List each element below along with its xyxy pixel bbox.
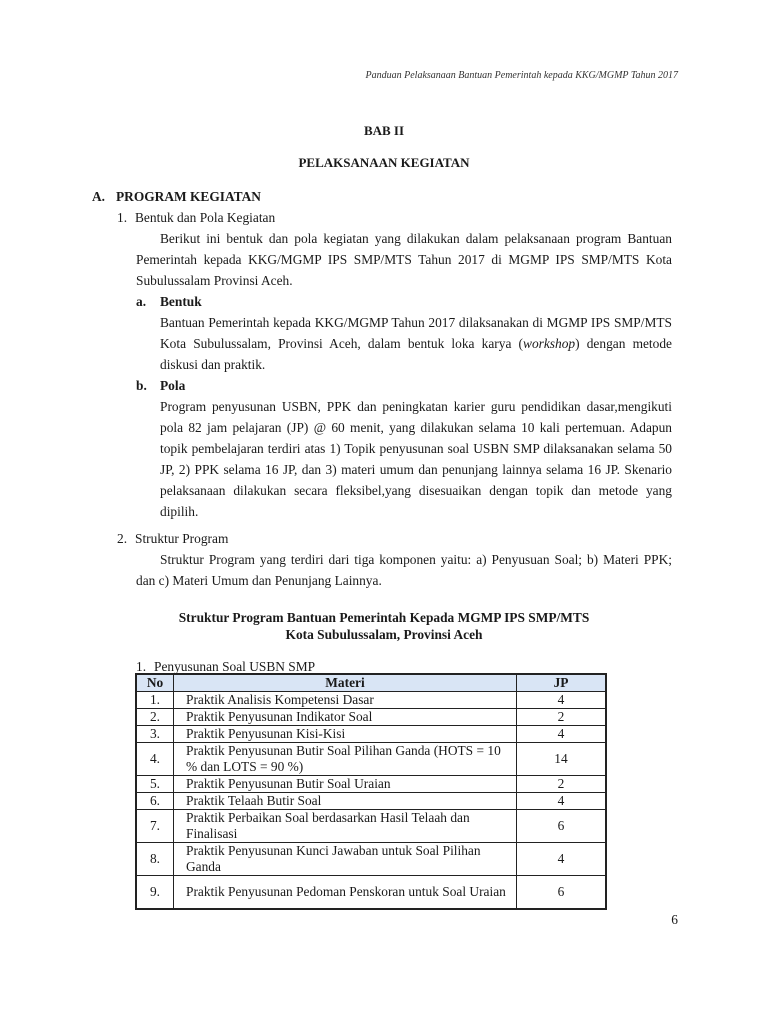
cell-jp: 6 bbox=[517, 810, 607, 843]
intro-text: Berikut ini bentuk dan pola kegiatan yang dilakukan dalam pelaksanaan program Bantuan Pemerintah kepada KKG/MGMP IPS SMP/MTS Tahun 2017 di MGMP IPS SMP/MTS Kota Subulussalam Provinsi Aceh. bbox=[136, 231, 672, 288]
cell-jp: 4 bbox=[517, 843, 607, 876]
cell-materi: Praktik Analisis Kompetensi Dasar bbox=[174, 692, 517, 709]
item-1-heading bbox=[117, 207, 275, 228]
cell-materi: Praktik Penyusunan Pedoman Penskoran untuk Soal Uraian bbox=[174, 876, 517, 910]
cell-jp: 2 bbox=[517, 709, 607, 726]
table-row bbox=[136, 709, 606, 726]
item-title: Bentuk dan Pola Kegiatan bbox=[135, 210, 276, 225]
bentuk-text-before: Bantuan Pemerintah kepada KKG/MGMP Tahun 2017 dilaksanakan di MGMP IPS SMP/MTS Kota Subulussalam, Provinsi Aceh, dalam bentuk loka karya ( bbox=[160, 315, 672, 351]
subheading-title: Bentuk bbox=[160, 294, 202, 309]
table-row bbox=[136, 726, 606, 743]
item-2-heading bbox=[117, 528, 228, 549]
section-title: PROGRAM KEGIATAN bbox=[116, 189, 261, 204]
item-number: 1. bbox=[117, 210, 128, 225]
cell-no: 4. bbox=[136, 743, 174, 776]
cell-materi: Praktik Penyusunan Kisi-Kisi bbox=[174, 726, 517, 743]
cell-no: 7. bbox=[136, 810, 174, 843]
table-row bbox=[136, 876, 606, 910]
chapter-title: PELAKSANAAN KEGIATAN bbox=[298, 155, 470, 170]
table-row bbox=[136, 692, 606, 709]
intro-paragraph bbox=[136, 228, 672, 291]
table-section-number: 1. bbox=[136, 659, 147, 674]
struktur-paragraph bbox=[136, 549, 672, 591]
materi-table bbox=[135, 673, 607, 910]
column-header-no: No bbox=[136, 674, 174, 692]
table-row bbox=[136, 843, 606, 876]
cell-materi: Praktik Penyusunan Kunci Jawaban untuk Soal Pilihan Ganda bbox=[174, 843, 517, 876]
cell-materi: Praktik Penyusunan Butir Soal Pilihan Ganda (HOTS = 10 % dan LOTS = 90 %) bbox=[174, 743, 517, 776]
cell-materi: Praktik Perbaikan Soal berdasarkan Hasil Telaah dan Finalisasi bbox=[174, 810, 517, 843]
table-row bbox=[136, 776, 606, 793]
table-section-title: Penyusunan Soal USBN SMP bbox=[154, 659, 316, 674]
bentuk-text-italic: workshop bbox=[523, 336, 576, 351]
subheading-label: b. bbox=[136, 378, 147, 393]
cell-jp: 6 bbox=[517, 876, 607, 910]
chapter-number: BAB II bbox=[363, 123, 405, 138]
table-caption bbox=[0, 609, 768, 643]
subheading-bentuk bbox=[136, 291, 202, 312]
subheading-pola bbox=[136, 375, 185, 396]
section-heading-a bbox=[92, 186, 261, 207]
cell-materi: Praktik Penyusunan Indikator Soal bbox=[174, 709, 517, 726]
table-row bbox=[136, 743, 606, 776]
cell-no: 1. bbox=[136, 692, 174, 709]
item-number: 2. bbox=[117, 531, 128, 546]
subheading-label: a. bbox=[136, 294, 147, 309]
cell-no: 8. bbox=[136, 843, 174, 876]
table-header-row bbox=[136, 674, 606, 692]
cell-jp: 4 bbox=[517, 692, 607, 709]
cell-jp: 4 bbox=[517, 793, 607, 810]
page-number: 6 bbox=[671, 912, 678, 927]
pola-paragraph: Program penyusunan USBN, PPK dan peningkatan karier guru pendidikan dasar,mengikuti pola 82 jam pelajaran (JP) @ 60 menit, yang dilakukan selama 10 kali pertemuan. Adapun topik pembelajaran terdiri atas 1) Topik penyusunan soal USBN SMP dilaksanakan selama 50 JP, 2) PPK selama 16 JP, dan 3) materi umum dan penunjang lainnya selama 16 JP. Skenario pelaksanaan dilakukan secara fleksibel,yang disesuaikan dengan topik dan metode yang dipilih. bbox=[160, 399, 672, 519]
cell-no: 6. bbox=[136, 793, 174, 810]
cell-jp: 4 bbox=[517, 726, 607, 743]
running-header: Panduan Pelaksanaan Bantuan Pemerintah kepada KKG/MGMP Tahun 2017 bbox=[365, 70, 678, 81]
cell-jp: 2 bbox=[517, 776, 607, 793]
section-label: A. bbox=[92, 189, 106, 204]
cell-no: 9. bbox=[136, 876, 174, 910]
cell-materi: Praktik Penyusunan Butir Soal Uraian bbox=[174, 776, 517, 793]
struktur-text: Struktur Program yang terdiri dari tiga komponen yaitu: a) Penyusuan Soal; b) Materi PPK; dan c) Materi Umum dan Penunjang Lainnya. bbox=[136, 552, 672, 588]
cell-no: 5. bbox=[136, 776, 174, 793]
cell-materi: Praktik Telaah Butir Soal bbox=[174, 793, 517, 810]
bentuk-text-after: ) dengan metode diskusi dan praktik. bbox=[160, 336, 672, 372]
subheading-title: Pola bbox=[160, 378, 186, 393]
bentuk-paragraph bbox=[160, 312, 672, 375]
table-row bbox=[136, 793, 606, 810]
column-header-materi: Materi bbox=[174, 674, 517, 692]
cell-no: 2. bbox=[136, 709, 174, 726]
cell-no: 3. bbox=[136, 726, 174, 743]
caption-line-1: Struktur Program Bantuan Pemerintah Kepada MGMP IPS SMP/MTS bbox=[178, 610, 590, 625]
caption-line-2: Kota Subulussalam, Provinsi Aceh bbox=[285, 627, 483, 642]
item-title: Struktur Program bbox=[135, 531, 229, 546]
cell-jp: 14 bbox=[517, 743, 607, 776]
column-header-jp: JP bbox=[517, 674, 607, 692]
table-row bbox=[136, 810, 606, 843]
